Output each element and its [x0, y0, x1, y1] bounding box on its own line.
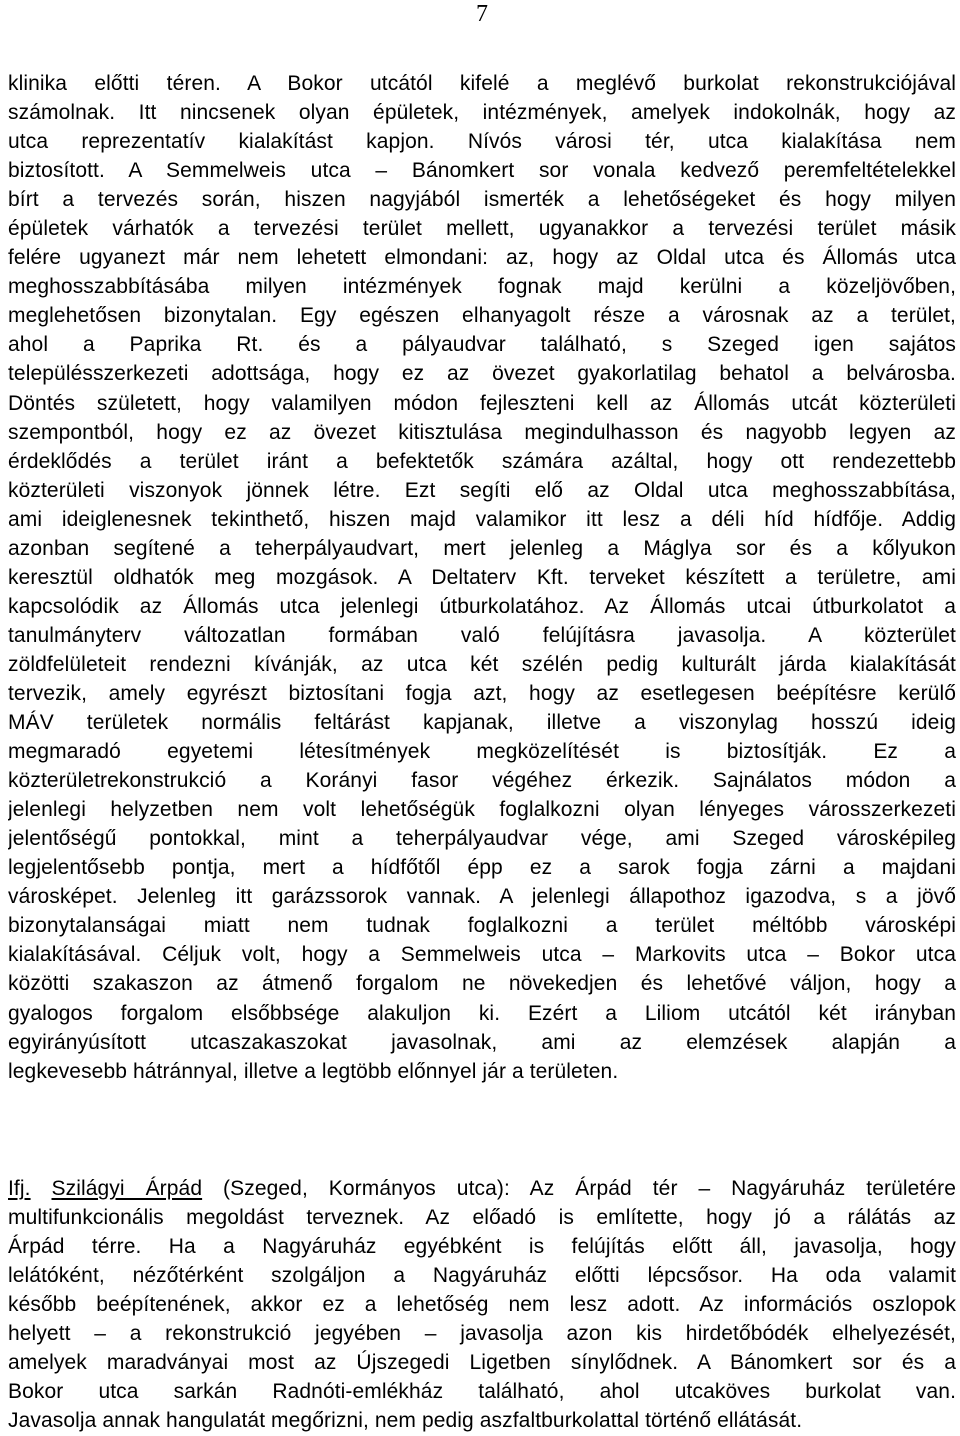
text-line: meghosszabbításába milyen intézmények fognak majd kerülni a közeljövőben, — [8, 275, 956, 299]
text-line: zöldfelületeit rendezni kívánják, az utca két szélén pedig kulturált járda kialakítását — [8, 652, 956, 676]
text-line: lelátóként, nézőtérként szolgáljon a Nagyáruház előtti lépcsősor. Ha oda valamit — [8, 1264, 956, 1288]
text-line: Javasolja annak hangulatát megőrizni, nem pedig aszfaltburkolattal történő ellátását. — [8, 1409, 803, 1433]
text-line: bírt a tervezés során, hiszen nagyjából ismerték a lehetőségeket és hogy milyen — [8, 188, 956, 212]
text-line: azonban segítené a teherpályaudvart, mert jelenleg a Máglya sor és a kőlyukon — [8, 536, 956, 560]
text-line: egyirányúsított utcaszakaszokat javasolnak, ami az elemzések alapján a — [8, 1030, 956, 1054]
text-line: utca reprezentatív kialakítást kapjon. Nívós városi tér, utca kialakítása nem — [8, 130, 956, 154]
text-line: gyalogos forgalom elsőbbsége alakuljon ki. Ezért a Liliom utcától két irányban — [8, 1001, 956, 1025]
speaker-line-rest: (Szeged, Kormányos utca): Az Árpád tér – Nagyáruház területére — [223, 1177, 956, 1200]
text-line: épületek várhatók a tervezési terület mellett, ugyanakkor a tervezési terület másik — [8, 217, 956, 241]
text-line: multifunkcionális megoldást terveznek. Az előadó is említette, hogy jó a rálátás az — [8, 1206, 956, 1230]
text-line: tanulmányterv változatlan formában való felújításra javasolja. A közterület — [8, 623, 956, 647]
text-line: jelentőségű pontokkal, mint a teherpályaudvar vége, ami Szeged városképileg — [8, 827, 956, 851]
paragraph-semmelweis-street — [8, 69, 956, 1086]
text-line: helyett – a rekonstrukció jegyében – javasolja azon kis hirdetőbódék elhelyezését, — [8, 1322, 956, 1346]
text-line: kialakításával. Céljuk volt, hogy a Semmelweis utca – Markovits utca – Bokor utca — [8, 943, 956, 967]
text-line: felére ugyanezt már nem lehetett elmondani: az, hogy az Oldal utca és Állomás utca — [8, 246, 956, 270]
text-line: közterületrekonstrukció a Korányi fasor végéhez érkezik. Sajnálatos módon a — [8, 769, 956, 793]
text-line: ahol a Paprika Rt. és a pályaudvar található, s Szeged igen sajátos — [8, 333, 956, 357]
paragraph-szilagyi-arpad — [8, 1174, 956, 1435]
text-line: klinika előtti téren. A Bokor utcától kifelé a meglévő burkolat rekonstrukciójával — [8, 72, 956, 95]
text-line: településszerkezeti adottsága, hogy ez az övezet gyakorlatilag behatol a belvárosba. — [8, 362, 956, 386]
speaker-name: Szilágyi Árpád — [51, 1177, 203, 1200]
text-line: bizonytalanságai miatt nem tudnak foglalkozni a terület méltóbb városképi — [8, 914, 956, 938]
speaker-line — [8, 1174, 956, 1203]
text-line: legkevesebb hátránnyal, illetve a legtöbb előnnyel jár a területen. — [8, 1059, 619, 1083]
text-line: ami ideiglenesnek tekinthető, hiszen majd valamikor itt lesz a déli híd hídfője. Addig — [8, 507, 956, 531]
page-number: 7 — [476, 1, 488, 27]
text-line: Árpád térre. Ha a Nagyáruház egyébként is felújítás előtt áll, javasolja, hogy — [8, 1235, 956, 1259]
text-line: Bokor utca sarkán Radnóti-emlékház található, ahol utcaköves burkolat van. — [8, 1380, 956, 1404]
text-line: legjelentősebb pontja, mert a hídfőtől épp ez a sarok fogja zárni a majdani — [8, 856, 956, 880]
text-line: szempontból, hogy ez az övezet kitisztulása megindulhasson és nagyobb legyen az — [8, 420, 956, 444]
text-line: keresztül oldhatók meg mozgások. A Deltaterv Kft. terveket készített a területre, ami — [8, 565, 956, 589]
text-line: közötti szakaszon az átmenő forgalom ne növekedjen és lehetővé váljon, hogy a — [8, 972, 956, 996]
text-line: számolnak. Itt nincsenek olyan épületek, intézmények, amelyek indokolnák, hogy az — [8, 101, 956, 125]
text-line: megmaradó egyetemi létesítmények megközelítését is biztosítják. Ez a — [8, 740, 956, 764]
text-line: jelenlegi helyzetben nem volt lehetőségük foglalkozni olyan lényeges városszerkezeti — [8, 798, 956, 822]
text-line: amelyek maradványai most az Újszegedi Ligetben sínylődnek. A Bánomkert sor és a — [8, 1351, 956, 1375]
text-line: városképet. Jelenleg itt garázssorok vannak. A jelenlegi állapothoz igazodva, s a jövő — [8, 885, 956, 909]
text-line: később beépítenének, akkor ez a lehetőség nem lesz adott. Az információs oszlopok — [8, 1293, 956, 1317]
text-line: kapcsolódik az Állomás utca jelenlegi útburkolatához. Az Állomás utcai útburkolatot a — [8, 594, 956, 618]
speaker-prefix: Ifj. — [8, 1177, 31, 1200]
text-line: Döntés született, hogy valamilyen módon fejleszteni kell az Állomás utcát közterületi — [8, 391, 956, 415]
text-line: érdeklődés a terület iránt a befektetők számára azáltal, hogy ott rendezettebb — [8, 449, 956, 473]
text-line: közterületi viszonyok jönnek létre. Ezt segíti elő az Oldal utca meghosszabbítása, — [8, 478, 956, 502]
text-line: biztosított. A Semmelweis utca – Bánomkert sor vonala kedvező peremfeltételekkel — [8, 159, 956, 183]
text-line: MÁV területek normális feltárást kapjanak, illetve a viszonylag hosszú ideig — [8, 711, 956, 735]
text-line: tervezik, amely egyrészt biztosítani fogja azt, hogy az esetlegesen beépítésre kerülő — [8, 681, 956, 705]
text-line: meglehetősen bizonytalan. Egy egészen elhanyagolt része a városnak az a terület, — [8, 304, 956, 328]
